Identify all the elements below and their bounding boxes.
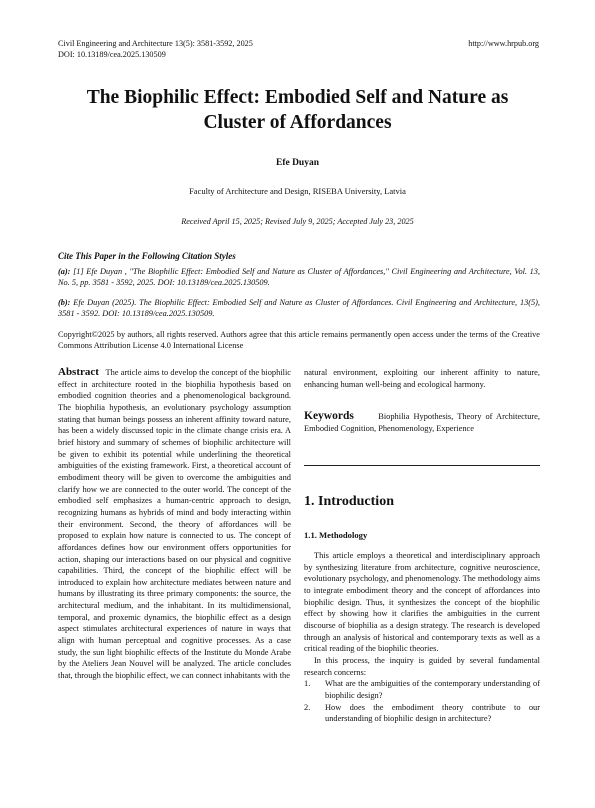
journal-url[interactable]: http://www.hrpub.org <box>468 39 539 48</box>
section-divider <box>304 465 540 466</box>
keywords-text: Biophilia Hypothesis, Theory of Architecture, Embodied Cognition, Phenomenology, Experience <box>304 412 540 433</box>
paper-title-line-1: The Biophilic Effect: Embodied Self and Nature as <box>86 87 509 108</box>
question-number: 1. <box>304 679 311 689</box>
citation-a-label: (a): <box>58 267 71 276</box>
subsection-heading-methodology: 1.1. Methodology <box>304 530 368 540</box>
methodology-paragraph-2: In this process, the inquiry is guided by several fundamental research concerns: <box>304 655 540 677</box>
keywords-section <box>304 411 540 434</box>
journal-citation: Civil Engineering and Architecture 13(5): 3581-3592, 2025 <box>58 39 253 48</box>
introduction-body <box>304 550 540 725</box>
citation-b-text: Efe Duyan (2025). The Biophilic Effect: Embodied Self and Nature as Cluster of Affordances. Civil Engineering and Architecture, 13(5), 3581 - 3592. DOI: 10.13189/cea.2025.130509. <box>58 298 540 318</box>
author-affiliation: Faculty of Architecture and Design, RISEBA University, Latvia <box>189 186 406 196</box>
question-text: What are the ambiguities of the contemporary understanding of biophilic design? <box>325 679 540 700</box>
question-text: How does the embodiment theory contribute to our understanding of biophilic design in architecture? <box>325 702 540 724</box>
citation-b-label: (b): <box>58 298 71 307</box>
journal-header <box>58 38 253 60</box>
methodology-paragraph-1: This article employs a theoretical and interdisciplinary approach by synthesizing literature from architecture, cognitive neuroscience, evolutionary psychology, and phenomenology. The methodology aims to integrate embodiment theory and the concept of affordances into biophilic design. Thus, it synthesizes the concept of the biophilic effect by showing how it clarifies the ambiguities in the current discourse of biophilia as a design strategy. The research is developed through an analysis of historical and contemporary texts as well as a critical reading of the biophilic theories. <box>304 551 540 654</box>
citation-style-b <box>58 297 540 319</box>
question-number: 2. <box>304 702 311 712</box>
paper-title <box>60 85 535 135</box>
keywords-label: Keywords <box>304 410 354 422</box>
abstract-text: The article aims to develop the concept of the biophilic effect in architecture rooted in the biophilia hypothesis based on embodied cognition theories and a phenomenological background. The biophilia hypothesis, an evolutionary psychology assumption stating that human beings possess an inherent affinity toward nature, has been a widely discussed topic in the climate change crisis era. A brief history and summary of schemes of biophilic architecture will be given to exhibit its potential while underlining the theoretical ambiguities of the existing framework. First, a theoretical account of embodiment theory will be given to overcome the ambiguities and clarify how we are connected to the outer world. The concept of the embodied self emphasizes a human-centric approach to design, recognizing humans as hybrids of mind and body interacting within their environment. Second, the theory of affordances will be proposed to explain how nature is connected to us. The concept of affordances defines how our environment offers opportunities for action, shaping our interactions based on our physical and cognitive capabilities. Third, the concept of the biophilic effect will be introduced to explain how architecture mediates between nature and humans by illustrating its three primary components: the source, the architectural medium, and the inhabitant. In its multidimensional, temporal, and proxemic dynamics, the biophilic effect as a design aspect stimulates architectural experiences of nature in ways that align with human perceptual and cognitive processes. As a case study, the sun light biophilic effects of the Institute du Monde Arabe by the Ateliers Jean Nouvel will be analyzed. The article concludes that, through the biophilic effect, we can connect inhabitants with the <box>58 368 292 681</box>
citation-style-a <box>58 266 540 288</box>
research-question <box>304 678 540 701</box>
paper-title-line-2: Cluster of Affordances <box>203 112 392 133</box>
section-heading-introduction: 1. Introduction <box>304 494 394 509</box>
received-dates: Received April 15, 2025; Revised July 9, 2025; Accepted July 23, 2025 <box>181 217 414 226</box>
abstract-label: Abstract <box>58 366 99 378</box>
header-doi: DOI: 10.13189/cea.2025.130509 <box>58 50 166 59</box>
research-question <box>304 702 540 725</box>
citation-heading: Cite This Paper in the Following Citation Styles <box>58 251 236 261</box>
copyright-notice: Copyright©2025 by authors, all rights reserved. Authors agree that this article remains permanently open access under the terms of the Creative Commons Attribution License 4.0 International License <box>58 330 540 350</box>
abstract-section <box>58 367 291 682</box>
abstract-continued: natural environment, exploiting our inherent affinity to nature, enhancing human well-being and ecological harmony. <box>304 368 540 389</box>
research-questions-list <box>304 678 540 725</box>
author-name: Efe Duyan <box>275 158 320 168</box>
citation-a-text: [1] Efe Duyan , "The Biophilic Effect: Embodied Self and Nature as Cluster of Affordances," Civil Engineering and Architecture, Vol. 13, No. 5, pp. 3581 - 3592, 2025. DOI: 10.13189/cea.2025.130509. <box>58 267 540 287</box>
